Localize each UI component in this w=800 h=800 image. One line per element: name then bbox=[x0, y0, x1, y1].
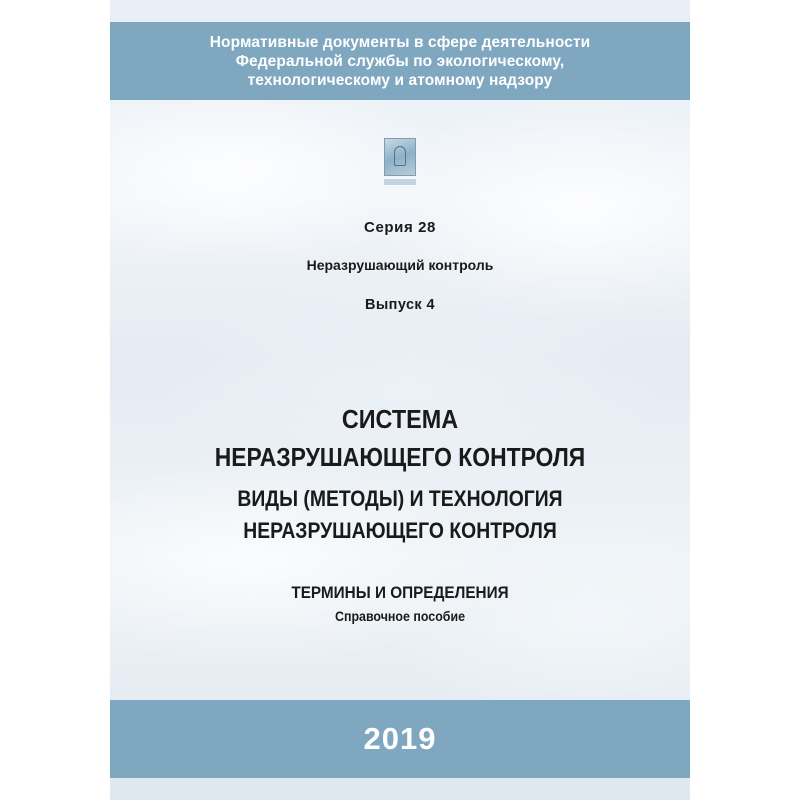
series-name: Неразрушающий контроль bbox=[306, 257, 494, 273]
header-band bbox=[110, 22, 690, 100]
title-line-3: ВИДЫ (МЕТОДЫ) И ТЕХНОЛОГИЯ bbox=[237, 486, 563, 511]
header-line-2: Федеральной службы по экологическому, bbox=[235, 52, 565, 70]
subtitle: Справочное пособие bbox=[334, 609, 466, 624]
title-line-2: НЕРАЗРУШАЮЩЕГО КОНТРОЛЯ bbox=[214, 442, 586, 472]
header-line-1: Нормативные документы в сфере деятельности bbox=[209, 33, 591, 51]
series-number: Серия 28 bbox=[364, 219, 436, 236]
series-issue: Выпуск 4 bbox=[365, 297, 435, 313]
book-cover bbox=[110, 0, 690, 800]
header-line-3: технологическому и атомному надзору bbox=[247, 71, 553, 89]
publication-year: 2019 bbox=[363, 721, 437, 756]
title-line-1: СИСТЕМА bbox=[341, 404, 459, 434]
footer-band bbox=[110, 700, 690, 778]
rostekhnadzor-emblem-icon bbox=[384, 138, 416, 186]
terms-heading: ТЕРМИНЫ И ОПРЕДЕЛЕНИЯ bbox=[291, 583, 509, 602]
title-line-4: НЕРАЗРУШАЮЩЕГО КОНТРОЛЯ bbox=[243, 518, 557, 543]
